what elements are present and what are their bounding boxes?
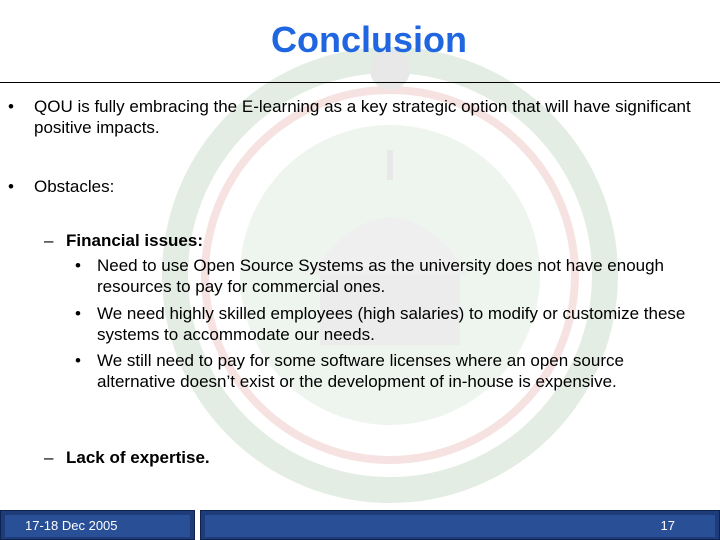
bullet-text: QOU is fully embracing the E-learning as a key strategic option that will have significant positive impacts.	[34, 97, 691, 137]
page-number: 17	[660, 518, 675, 533]
sub-bullet-text: Financial issues:	[66, 231, 203, 250]
title-divider	[0, 82, 720, 83]
bullet-mark: •	[75, 351, 81, 370]
bullet-text: Obstacles:	[34, 177, 115, 196]
sub-sub-bullet-text: Need to use Open Source Systems as the university does not have enough resources to pay for commercial ones.	[97, 256, 665, 296]
footer-date: 17-18 Dec 2005	[5, 515, 190, 537]
bullet-mark: •	[75, 256, 81, 275]
footer-bar-inner	[205, 515, 715, 537]
sub-bullet-text: Lack of expertise.	[66, 448, 210, 467]
sub-sub-bullet-text: We still need to pay for some software licenses where an open source alternative doesn’t exist or the development of in-house is expensive.	[97, 351, 624, 391]
bullet-mark: •	[8, 177, 14, 196]
footer-date-box	[0, 510, 195, 540]
footer-bar	[200, 510, 720, 540]
bullet-mark: •	[8, 97, 14, 116]
slide-title: Conclusion	[271, 19, 467, 60]
sub-sub-bullet-text: We need highly skilled employees (high salaries) to modify or customize these systems to accommodate our needs.	[97, 304, 686, 344]
dash-mark: –	[44, 448, 54, 467]
dash-mark: –	[44, 231, 54, 250]
bullet-mark: •	[75, 304, 81, 323]
